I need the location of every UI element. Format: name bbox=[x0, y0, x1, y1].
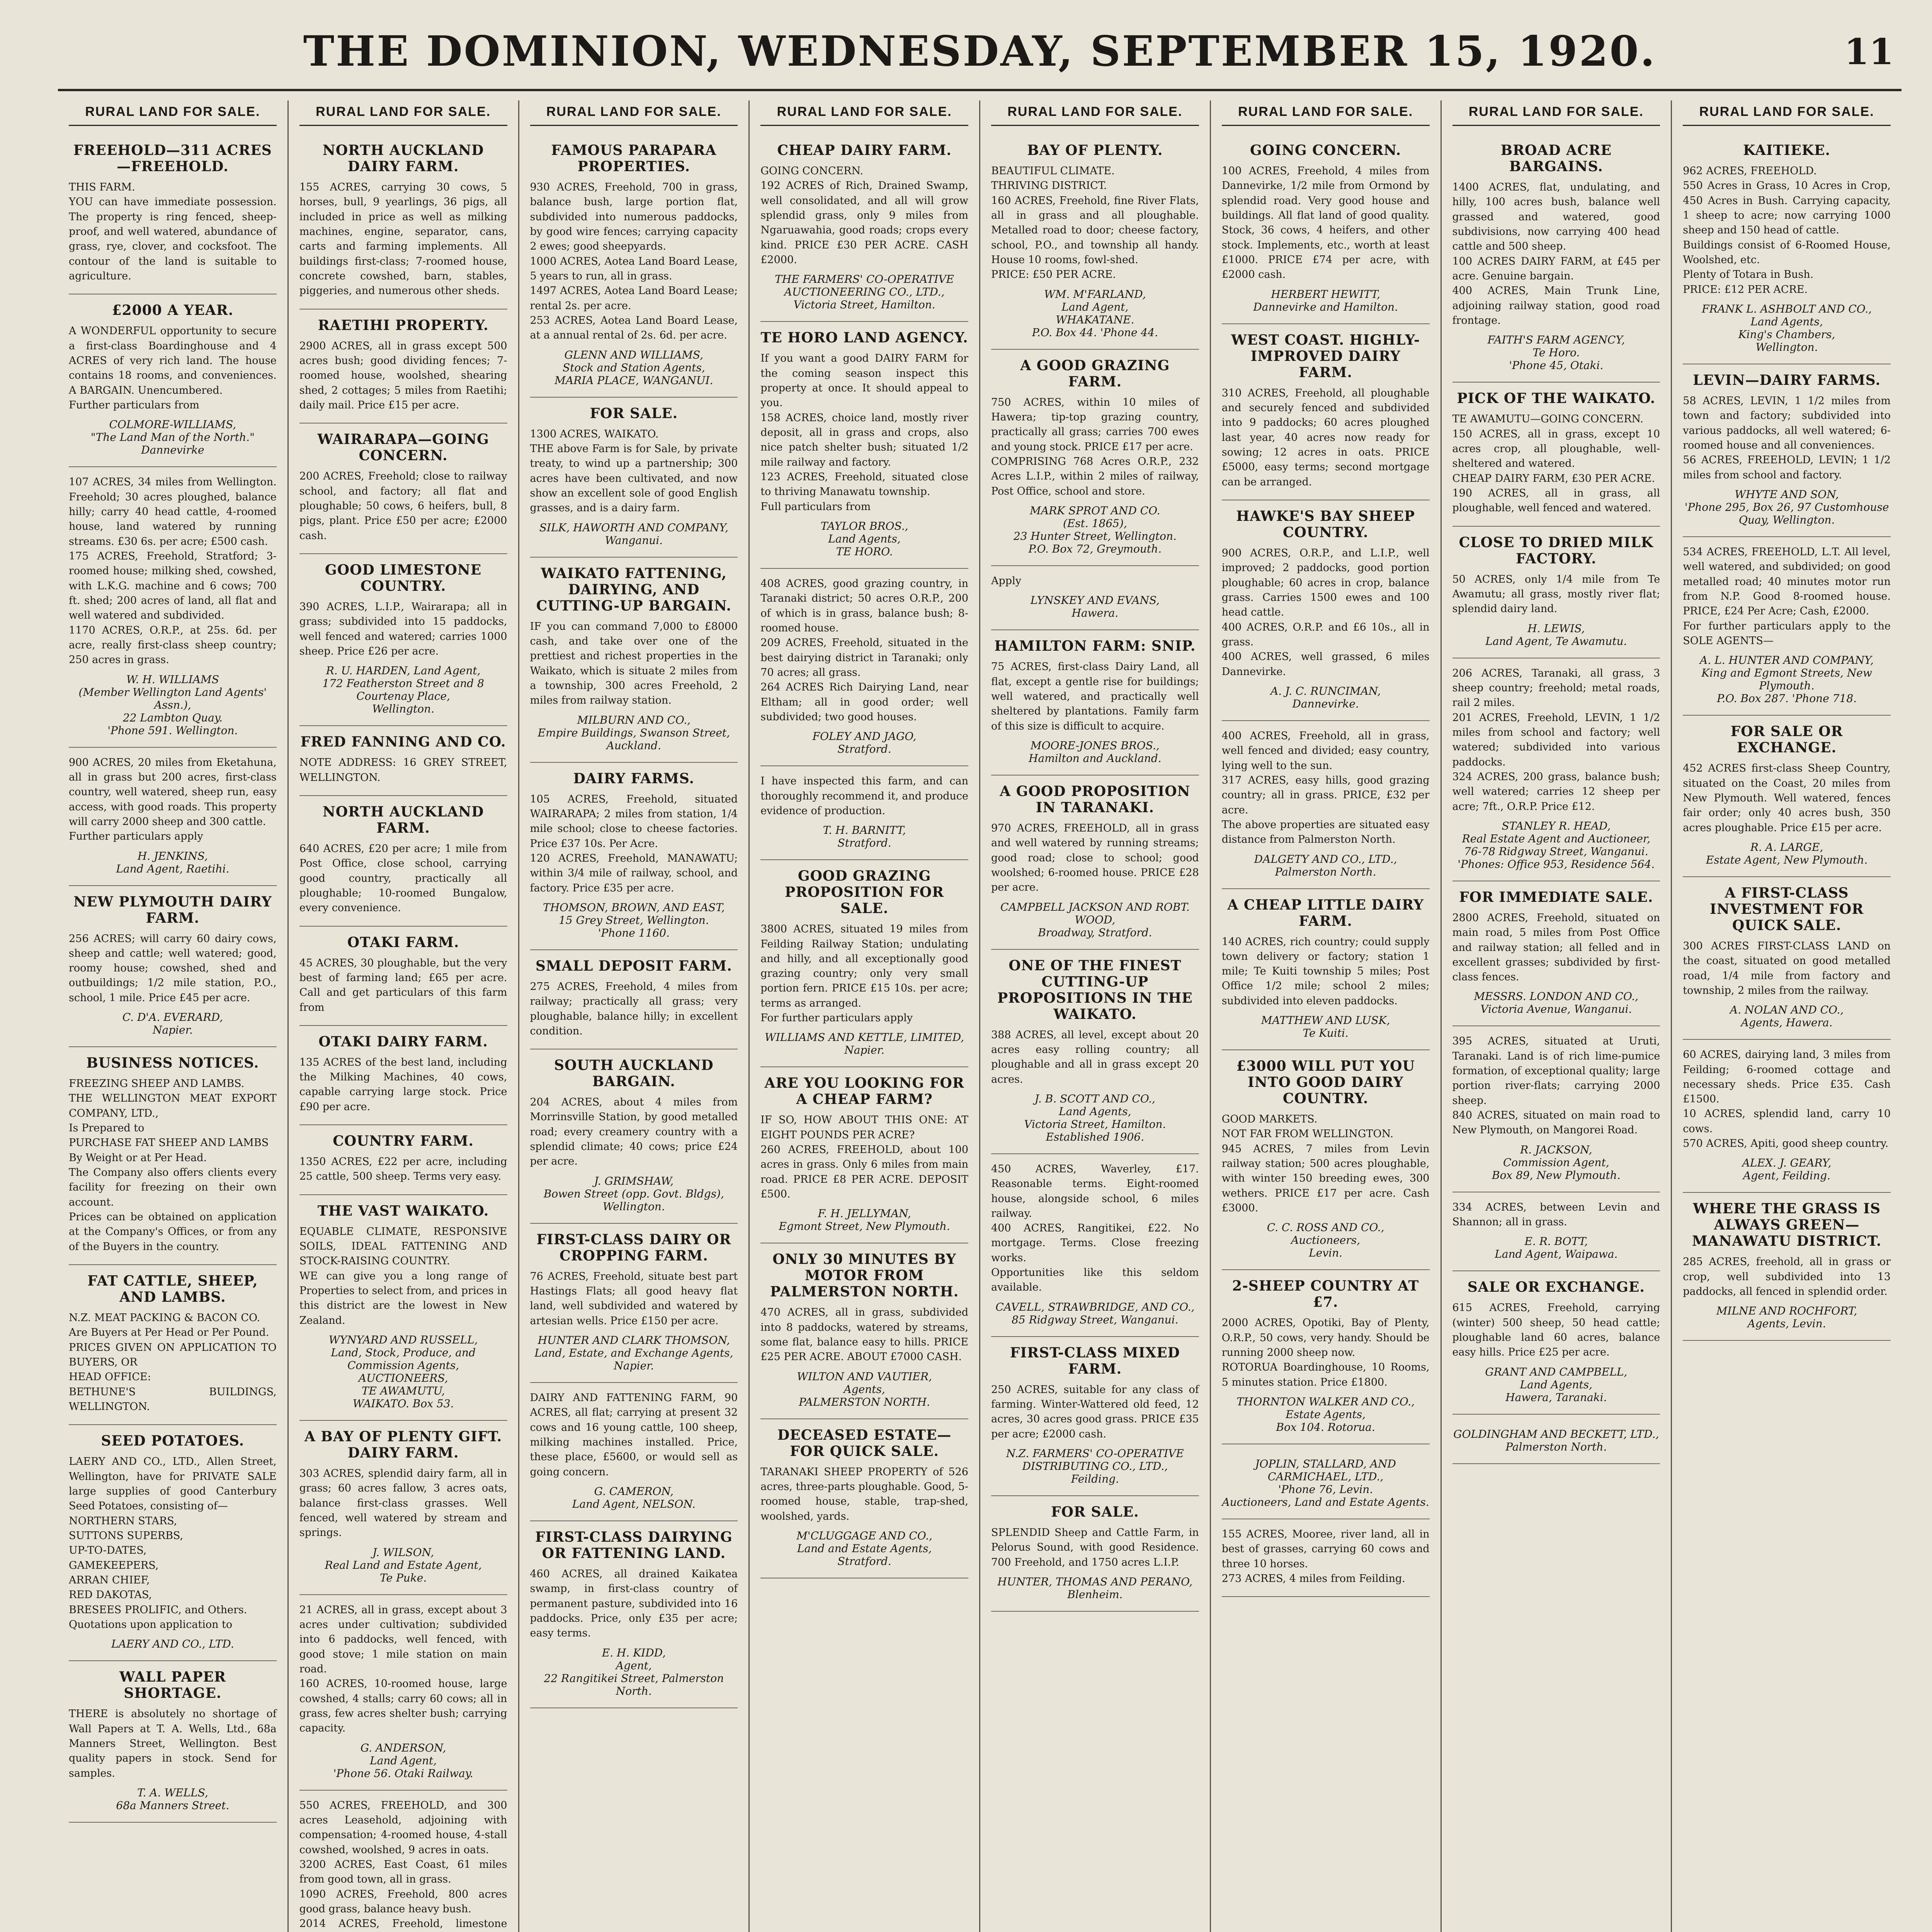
ad-title: OTAKI FARM. bbox=[347, 934, 459, 951]
classified-ad bbox=[1452, 383, 1660, 526]
ad-agent-signature: A. J. C. RUNCIMAN, Dannevirke. bbox=[1270, 684, 1381, 710]
ad-agent-signature: N.Z. FARMERS' CO-OPERATIVE DISTRIBUTING CO., LTD., Feilding. bbox=[1006, 1447, 1184, 1486]
masthead bbox=[58, 15, 1901, 91]
classified-ad bbox=[1452, 1192, 1660, 1272]
column-7 bbox=[1442, 100, 1672, 1932]
ad-body: 1300 ACRES, WAIKATO. THE above Farm is for Sale, by private treaty, to wind up a partnership; 300 acres have been cultivated, and now show an excellent sole of good English grasses, and is a dairy farm. bbox=[530, 428, 738, 514]
ad-agent-signature: C. D'A. EVERARD, Napier. bbox=[122, 1011, 223, 1037]
classified-ad bbox=[299, 927, 507, 1026]
ad-body: 334 ACRES, between Levin and Shannon; all in grass. bbox=[1452, 1201, 1660, 1228]
column-5 bbox=[980, 100, 1211, 1932]
ad-body: 615 ACRES, Freehold, carrying (winter) 500 sheep, 50 head cattle; ploughable land 60 acres, balance easy hills. Price £25 per acre. bbox=[1452, 1302, 1660, 1359]
classified-ad bbox=[299, 134, 507, 310]
ad-agent-signature: MILBURN AND CO., Empire Buildings, Swanson Street, Auckland. bbox=[537, 713, 730, 752]
classified-ad bbox=[1452, 134, 1660, 383]
classified-ad bbox=[530, 1383, 738, 1521]
ad-body: 300 ACRES FIRST-CLASS LAND on the coast, situated on good metalled road, 1/4 mile from factory and township, 2 miles from the railway. bbox=[1683, 940, 1891, 997]
classified-ad bbox=[1222, 889, 1430, 1051]
column-4 bbox=[750, 100, 980, 1932]
classified-ad bbox=[69, 1265, 277, 1425]
column-8 bbox=[1672, 100, 1901, 1932]
classified-ad bbox=[760, 322, 968, 569]
classified-ad bbox=[991, 1337, 1199, 1496]
ad-title: GOOD GRAZING PROPOSITION FOR SALE. bbox=[785, 868, 944, 917]
classified-ad bbox=[530, 950, 738, 1049]
ad-title: A BAY OF PLENTY GIFT. DAIRY FARM. bbox=[304, 1429, 502, 1461]
classified-ad bbox=[530, 1049, 738, 1224]
ad-body: 155 ACRES, carrying 30 cows, 5 horses, bull, 9 yearlings, 36 pigs, all included in price as well as milking machines, engine, separator, cans, carts and farming implements. All buildings first-class; 7-roomed house, concrete cowshed, barn, stables, piggeries, and numerous other sheds. bbox=[299, 181, 507, 297]
classified-ad bbox=[299, 1026, 507, 1125]
ad-title: WEST COAST. HIGHLY-IMPROVED DAIRY FARM. bbox=[1231, 332, 1420, 381]
ad-body: 76 ACRES, Freehold, situate best part Hastings Flats; all good heavy flat land, well subdivided and watered by artesian wells. Price £150 per acre. bbox=[530, 1270, 738, 1327]
classified-ad bbox=[299, 1595, 507, 1791]
ad-agent-signature: H. LEWIS, Land Agent, Te Awamutu. bbox=[1485, 622, 1627, 648]
ad-agent-signature: MARK SPROT AND CO. (Est. 1865), 23 Hunter Street, Wellington. P.O. Box 72, Greymouth. bbox=[1013, 504, 1177, 555]
ad-title: SOUTH AUCKLAND BARGAIN. bbox=[554, 1057, 714, 1090]
classified-ad bbox=[69, 748, 277, 886]
ad-body: 140 ACRES, rich country; could supply town delivery or factory; station 1 mile; Te Kuiti township 5 miles; Post Office 1/2 mile; school 2 miles; subdivided into eleven paddocks. bbox=[1221, 935, 1430, 1007]
ad-title: RAETIHI PROPERTY. bbox=[318, 317, 489, 333]
ad-agent-signature: CAMPBELL JACKSON AND ROBT. WOOD, Broadway, Stratford. bbox=[1000, 900, 1190, 939]
ad-agent-signature: R. JACKSON, Commission Agent, Box 89, New Plymouth. bbox=[1492, 1143, 1621, 1182]
ad-title: 2-SHEEP COUNTRY AT £7. bbox=[1232, 1278, 1419, 1311]
ad-body: 50 ACRES, only 1/4 mile from Te Awamutu; all grass, mostly river flat; splendid dairy land. bbox=[1452, 573, 1660, 615]
ad-title: KAITIEKE. bbox=[1743, 142, 1831, 158]
ad-body: N.Z. MEAT PACKING & BACON CO. Are Buyers at Per Head or Per Pound. PRICES GIVEN ON APPLICATION TO BUYERS, OR HEAD OFFICE: BETHUNE'S BUILDINGS, WELLINGTON. bbox=[69, 1312, 277, 1413]
ad-body: 2000 ACRES, Opotiki, Bay of Plenty, O.R.P., 50 cows, very handy. Should be running 2000 sheep now. ROTORUA Boardinghouse, 10 Rooms, 5 minutes station. Price £1800. bbox=[1221, 1317, 1430, 1388]
ad-title: WAIKATO FATTENING, DAIRYING, AND CUTTING-UP BARGAIN. bbox=[536, 565, 732, 614]
ad-body: 900 ACRES, 20 miles from Eketahuna, all in grass but 200 acres, first-class country, well watered, sheep run, easy access, with good roads. This property will carry 2000 sheep and 300 cattle. Further particulars apply bbox=[69, 756, 277, 843]
classified-ad bbox=[69, 467, 277, 747]
ad-title: ONLY 30 MINUTES BY MOTOR FROM PALMERSTON NORTH. bbox=[770, 1251, 959, 1300]
ad-title: THE VAST WAIKATO. bbox=[317, 1202, 489, 1219]
classified-ad bbox=[760, 1419, 968, 1578]
ad-agent-signature: H. JENKINS, Land Agent, Raetihi. bbox=[116, 849, 230, 875]
ad-body: 534 ACRES, FREEHOLD, L.T. All level, well watered, and subdivided; on good metalled road; 40 minutes motor run from N.P. Good 8-roomed house. PRICE, £24 Per Acre; Cash, £2000. For further particulars apply to the SOLE AGENTS— bbox=[1683, 546, 1891, 647]
classified-ad bbox=[760, 1243, 968, 1419]
classified-ad bbox=[69, 1425, 277, 1661]
ad-title: DECEASED ESTATE—FOR QUICK SALE. bbox=[777, 1427, 952, 1459]
ad-body: 303 ACRES, splendid dairy farm, all in grass; 60 acres fallow, 3 acres oats, balance first-class grasses. Well fenced, well watered by stream and springs. bbox=[299, 1468, 507, 1539]
classified-ad bbox=[1452, 527, 1660, 658]
ad-body: 962 ACRES, FREEHOLD. 550 Acres in Grass, 10 Acres in Crop, 450 Acres in Bush. Carrying capacity, 1 sheep to acre; now carrying 1000 sheep and 150 head of cattle. Buildings consist of 6-Roomed House, Woolshed, etc. Plenty of Totara in Bush. PRICE: £12 PER ACRE. bbox=[1683, 165, 1891, 296]
column-heading: RURAL LAND FOR SALE. bbox=[760, 100, 968, 126]
ad-body: DAIRY AND FATTENING FARM, 90 ACRES, all flat; carrying at present 32 cows and 16 young cattle, 100 sheep, milking machines installed. Price, these place, £5600, or would sell as going concern. bbox=[530, 1392, 738, 1478]
page-number: 11 bbox=[1844, 31, 1894, 73]
ad-agent-signature: WM. M'FARLAND, Land Agent, WHAKATANE. P.O. Box 44. 'Phone 44. bbox=[1032, 287, 1158, 339]
classified-ad bbox=[1452, 658, 1660, 881]
ad-body: 45 ACRES, 30 ploughable, but the very best of farming land; £65 per acre. Call and get particulars of this farm from bbox=[299, 957, 507, 1014]
ad-body: 275 ACRES, Freehold, 4 miles from railway; practically all grass; very ploughable, balance hilly; in excellent condition. bbox=[530, 980, 738, 1037]
ad-body: GOING CONCERN. 192 ACRES of Rich, Drained Swamp, well consolidated, and all will grow splendid grass, only 9 miles from Ngaruawahia, good roads; crops every kind. PRICE £30 PER ACRE. CASH £2000. bbox=[760, 165, 968, 266]
ad-title: £2000 A YEAR. bbox=[112, 302, 234, 319]
classified-ad bbox=[991, 630, 1199, 776]
ad-body: FREEZING SHEEP AND LAMBS. THE WELLINGTON MEAT EXPORT COMPANY, LTD., Is Prepared to PURCHASE FAT SHEEP AND LAMBS By Weight or at Per Head. The Company also offers clients every facility for freezing on their own account. Prices can be obtained on application at the Company's Offices, or from any of the Buyers in the country. bbox=[69, 1078, 277, 1253]
ad-agent-signature: WILTON AND VAUTIER, Agents, PALMERSTON NORTH. bbox=[797, 1370, 932, 1408]
ad-body: EQUABLE CLIMATE, RESPONSIVE SOILS, IDEAL FATTENING AND STOCK-RAISING COUNTRY. WE can give you a long range of Properties to select from, and prices in this district are the lowest in New Zealand. bbox=[299, 1225, 507, 1327]
classified-ad bbox=[991, 134, 1199, 350]
column-6 bbox=[1211, 100, 1442, 1932]
ad-agent-signature: J. B. SCOTT AND CO., Land Agents, Victoria Street, Hamilton. Established 1906. bbox=[1024, 1092, 1166, 1143]
ad-title: FAMOUS PARAPARA PROPERTIES. bbox=[551, 142, 717, 175]
ad-title: CHEAP DAIRY FARM. bbox=[777, 142, 952, 158]
ad-title: FIRST-CLASS MIXED FARM. bbox=[1010, 1344, 1180, 1377]
ad-agent-signature: HERBERT HEWITT, Dannevirke and Hamilton. bbox=[1253, 287, 1398, 313]
ad-agent-signature: G. ANDERSON, Land Agent, 'Phone 56. Otaki Railway. bbox=[333, 1741, 473, 1780]
classified-ad bbox=[1222, 1519, 1430, 1597]
ad-title: A FIRST-CLASS INVESTMENT FOR QUICK SALE. bbox=[1709, 884, 1864, 934]
ad-title: GOOD LIMESTONE COUNTRY. bbox=[325, 561, 482, 594]
classified-ad bbox=[991, 950, 1199, 1154]
ad-body: 285 ACRES, freehold, all in grass or crop, well subdivided into 13 paddocks, all fenced in splendid order. bbox=[1683, 1256, 1891, 1298]
ad-title: ARE YOU LOOKING FOR A CHEAP FARM? bbox=[764, 1075, 964, 1108]
ad-title: DAIRY FARMS. bbox=[573, 770, 695, 787]
ad-body: 3800 ACRES, situated 19 miles from Feilding Railway Station; undulating and hilly, and all exceptionally good grazing country; only very small portion fern. PRICE £15 10s. per acre; terms as arranged. For further particulars apply bbox=[760, 923, 968, 1024]
ad-title: FREEHOLD—311 ACRES—FREEHOLD. bbox=[73, 142, 272, 175]
ad-body: 256 ACRES; will carry 60 dairy cows, sheep and cattle; well watered; good, roomy house; cowshed, shed and outbuildings; 1/2 mile station, P.O., school, 1 mile. Price £45 per acre. bbox=[69, 932, 277, 1004]
ad-agent-signature: MESSRS. LONDON AND CO., Victoria Avenue, Wanganui. bbox=[1474, 990, 1639, 1016]
classified-ad bbox=[1222, 1444, 1430, 1519]
column-2 bbox=[289, 100, 519, 1932]
ad-body: 2800 ACRES, Freehold, situated on main road, 5 miles from Post Office and railway station; all felled and in excellent grasses; subdivided by first-class fences. bbox=[1452, 912, 1660, 983]
ad-title: FAT CATTLE, SHEEP, AND LAMBS. bbox=[87, 1273, 258, 1306]
ad-title: WAIRARAPA—GOING CONCERN. bbox=[317, 431, 489, 464]
ad-title: OTAKI DAIRY FARM. bbox=[318, 1033, 488, 1050]
ad-title: FIRST-CLASS DAIRY OR CROPPING FARM. bbox=[536, 1231, 731, 1264]
classified-ad bbox=[760, 860, 968, 1067]
ad-body: 1400 ACRES, flat, undulating, and hilly, 100 acres bush, balance well grassed and watered, good subdivisions, now carrying 400 head cattle and 500 sheep. 100 ACRES DAIRY FARM, at £45 per acre. Genuine bargain. 400 ACRES, Main Trunk Line, adjoining railway station, good road frontage. bbox=[1452, 181, 1660, 327]
ad-body: I have inspected this farm, and can thoroughly recommend it, and produce evidence of production. bbox=[760, 775, 968, 817]
ad-title: FOR SALE. bbox=[1051, 1504, 1139, 1520]
classified-ad bbox=[991, 1496, 1199, 1612]
ad-agent-signature: MATTHEW AND LUSK, Te Kuiti. bbox=[1261, 1014, 1390, 1040]
classified-ad bbox=[299, 1125, 507, 1195]
ad-body: 250 ACRES, suitable for any class of farming. Winter-Wattered old feed, 12 acres, 30 acres good grass. PRICE £35 per acre; £2000 cash. bbox=[991, 1383, 1199, 1440]
classified-ad bbox=[530, 398, 738, 558]
ad-agent-signature: T. H. BARNITT, Stratford. bbox=[823, 824, 906, 850]
ad-agent-signature: GRANT AND CAMPBELL, Land Agents, Hawera, Taranaki. bbox=[1485, 1365, 1628, 1404]
ad-agent-signature: CAVELL, STRAWBRIDGE, AND CO., 85 Ridgway Street, Wanganui. bbox=[995, 1300, 1195, 1326]
classified-ad bbox=[299, 796, 507, 927]
classified-ad bbox=[299, 554, 507, 726]
ad-agent-signature: A. L. HUNTER AND COMPANY, King and Egmont Streets, New Plymouth. P.O. Box 287. 'Phone 718. bbox=[1700, 654, 1874, 705]
ad-title: LEVIN—DAIRY FARMS. bbox=[1693, 372, 1881, 388]
classified-ad bbox=[1683, 364, 1891, 537]
classified-ad bbox=[530, 763, 738, 950]
column-heading: RURAL LAND FOR SALE. bbox=[299, 100, 507, 126]
ad-body: 395 ACRES, situated at Uruti, Taranaki. Land is of rich lime-pumice formation, of exceptional quality; large portion river-flats; carrying 2000 sheep. 840 ACRES, situated on main road to New Plymouth, on Mangorei Road. bbox=[1452, 1035, 1660, 1136]
ad-agent-signature: E. H. KIDD, Agent, 22 Rangitikei Street, Palmerston North. bbox=[544, 1646, 724, 1697]
ad-agent-signature: R. U. HARDEN, Land Agent, 172 Featherston Street and 8 Courtenay Place, Wellington. bbox=[322, 664, 484, 716]
ad-title: A CHEAP LITTLE DAIRY FARM. bbox=[1227, 896, 1424, 929]
ad-agent-signature: DALGETY AND CO., LTD., Palmerston North. bbox=[1254, 852, 1397, 878]
ad-title: SALE OR EXCHANGE. bbox=[1467, 1279, 1645, 1296]
ad-body: TARANAKI SHEEP PROPERTY of 526 acres, three-parts ploughable. Good, 5-roomed house, stable, trap-shed, woolshed, yards. bbox=[760, 1466, 968, 1522]
classified-ad bbox=[299, 1195, 507, 1421]
classified-ad bbox=[69, 886, 277, 1048]
ad-body: 452 ACRES first-class Sheep Country, situated on the Coast, 20 miles from New Plymouth. Well watered, fences fair order; only 40 acres bush, 350 acres ploughable. Price £15 per acre. bbox=[1683, 762, 1891, 834]
ad-agent-signature: LYNSKEY AND EVANS, Hawera. bbox=[1030, 594, 1160, 620]
classified-ad bbox=[1452, 1271, 1660, 1414]
ad-agent-signature: HUNTER AND CLARK THOMSON, Land, Estate, and Exchange Agents, Napier. bbox=[534, 1334, 733, 1372]
ad-agent-signature: HUNTER, THOMAS AND PERANO, Blenheim. bbox=[997, 1575, 1193, 1601]
ad-agent-signature: T. A. WELLS, 68a Manners Street. bbox=[116, 1786, 230, 1812]
column-heading: RURAL LAND FOR SALE. bbox=[69, 100, 277, 126]
column-heading: RURAL LAND FOR SALE. bbox=[1683, 100, 1891, 126]
classified-ad bbox=[1683, 716, 1891, 877]
ad-body: 155 ACRES, Mooree, river land, all in best of grasses, carrying 60 cows and three 10 horses. 273 ACRES, 4 miles from Feilding. bbox=[1221, 1528, 1430, 1585]
classified-ad bbox=[1452, 1026, 1660, 1192]
column-3 bbox=[519, 100, 750, 1932]
classified-ad bbox=[1683, 1040, 1891, 1193]
ad-body: 460 ACRES, all drained Kaikatea swamp, in first-class country of permanent pasture, subdivided into 16 paddocks. Price, only £35 per acre; easy terms. bbox=[530, 1568, 738, 1639]
ad-body: 970 ACRES, FREEHOLD, all in grass and well watered by running streams; good road; close to school; good woolshed; 6-roomed house. PRICE £28 per acre. bbox=[991, 822, 1199, 894]
classified-ad bbox=[1222, 500, 1430, 721]
ad-body: 1350 ACRES, £22 per acre, including 25 cattle, 500 sheep. Terms very easy. bbox=[299, 1156, 507, 1183]
ad-body: TE AWAMUTU—GOING CONCERN. 150 ACRES, all in grass, except 10 acres crop, all ploughable, well-sheltered and watered. CHEAP DAIRY FARM, £30 PER ACRE. 190 ACRES, all in grass, all ploughable, well fenced and watered. bbox=[1452, 413, 1660, 514]
ad-body: THERE is absolutely no shortage of Wall Papers at T. A. Wells, Ltd., 68a Manners Street, Wellington. Best quality papers in stock. Send for samples. bbox=[69, 1708, 277, 1779]
column-heading: RURAL LAND FOR SALE. bbox=[1452, 100, 1660, 126]
ad-title: TE HORO LAND AGENCY. bbox=[760, 330, 968, 346]
ad-agent-signature: THE FARMERS' CO-OPERATIVE AUCTIONEERING CO., LTD., Victoria Street, Hamilton. bbox=[775, 273, 954, 311]
ad-agent-signature: THORNTON WALKER AND CO., Estate Agents, Box 104. Rotorua. bbox=[1236, 1395, 1415, 1434]
page-title: THE DOMINION, WEDNESDAY, SEPTEMBER 15, 1920. bbox=[303, 27, 1656, 76]
classified-ad bbox=[760, 569, 968, 766]
ad-agent-signature: ALEX. J. GEARY, Agent, Feilding. bbox=[1742, 1156, 1832, 1182]
ad-body: 750 ACRES, within 10 miles of Hawera; tip-top grazing country, practically all grass; carries 700 ewes and young stock. PRICE £17 per acre. COMPRISING 768 Acres O.R.P., 232 Acres L.I.P., within 2 miles of railway, Post Office, school and store. bbox=[991, 396, 1199, 497]
ad-body: 58 ACRES, LEVIN, 1 1/2 miles from town and factory; subdivided into various paddocks, all well watered; 6-roomed house and all conveniences. 56 ACRES, FREEHOLD, LEVIN; 1 1/2 miles from school and factory. bbox=[1683, 395, 1891, 481]
columns bbox=[58, 100, 1901, 1932]
ad-body: 206 ACRES, Taranaki, all grass, 3 sheep country; freehold; metal roads, rail 2 miles. 201 ACRES, Freehold, LEVIN, 1 1/2 miles from school and factory; well watered; subdivided into various paddocks. 324 ACRES, 200 grass, balance bush; well watered; carries 12 sheep per acre; 7ft., O.R.P. Price £12. bbox=[1452, 667, 1660, 813]
ad-body: BEAUTIFUL CLIMATE. THRIVING DISTRICT. 160 ACRES, Freehold, fine River Flats, all in grass and all ploughable. Metalled road to door; cheese factory, school, P.O., and township all handy. House 10 rooms, fowl-shed. PRICE: £50 PER ACRE. bbox=[991, 165, 1199, 281]
ad-title: SMALL DEPOSIT FARM. bbox=[535, 957, 732, 974]
ad-body: SPLENDID Sheep and Cattle Farm, in Pelorus Sound, with good Residence. 700 Freehold, and 1750 acres L.I.P. bbox=[991, 1527, 1199, 1568]
ad-agent-signature: J. GRIMSHAW, Bowen Street (opp. Govt. Bldgs), Wellington. bbox=[543, 1174, 724, 1213]
classified-ad bbox=[1683, 1193, 1891, 1341]
ad-body: 100 ACRES, Freehold, 4 miles from Dannevirke, 1/2 mile from Ormond by splendid road. Very good house and buildings. All flat land of good quality. Stock, 36 cows, 4 heifers, and other stock. Implements, etc., worth at least £1000. PRICE £74 per acre, with £2000 cash. bbox=[1221, 165, 1430, 281]
classified-ad bbox=[299, 726, 507, 796]
ad-body: 135 ACRES of the best land, including the Milking Machines, 40 cows, capable carrying large stock. Price £90 per acre. bbox=[299, 1056, 507, 1113]
classified-ad bbox=[1452, 1415, 1660, 1464]
ad-agent-signature: MOORE-JONES BROS., Hamilton and Auckland. bbox=[1029, 739, 1162, 765]
classified-ad bbox=[1222, 1050, 1430, 1270]
ad-body: If you want a good DAIRY FARM for the coming season inspect this property at once. It should appeal to you. 158 ACRES, choice land, mostly river deposit, all in grass and crops, also nice patch shelter bush; situated 1/2 mile railway and factory. 123 ACRES, Freehold, situated close to thriving Manawatu township. Full particulars from bbox=[760, 352, 968, 513]
ad-agent-signature: W. H. WILLIAMS (Member Wellington Land Agents' Assn.), 22 Lambton Quay. 'Phone 591. Wellington. bbox=[78, 673, 267, 737]
ad-agent-signature: M'CLUGGAGE AND CO., Land and Estate Agents, Stratford. bbox=[796, 1529, 932, 1568]
ad-title: A GOOD GRAZING FARM. bbox=[1020, 357, 1170, 390]
ad-body: A WONDERFUL opportunity to secure a first-class Boardinghouse and 4 ACRES of very rich land. The house contains 18 rooms, and conveniences. A BARGAIN. Unencumbered. Further particulars from bbox=[69, 325, 277, 411]
classified-ad bbox=[991, 776, 1199, 950]
ad-agent-signature: LAERY AND CO., LTD. bbox=[111, 1638, 234, 1651]
classified-ad bbox=[69, 1661, 277, 1823]
classified-ad bbox=[1683, 537, 1891, 716]
ad-agent-signature: SILK, HAWORTH AND COMPANY, Wanganui. bbox=[539, 521, 728, 547]
ad-title: WHERE THE GRASS IS ALWAYS GREEN—MANAWATU DISTRICT. bbox=[1692, 1201, 1882, 1250]
ad-body: 390 ACRES, L.I.P., Wairarapa; all in grass; subdivided into 15 paddocks, well fenced and watered; carries 1000 sheep. Price £26 per acre. bbox=[299, 600, 507, 657]
ad-agent-signature: GOLDINGHAM AND BECKETT, LTD., Palmerston North. bbox=[1453, 1427, 1659, 1453]
ad-title: BAY OF PLENTY. bbox=[1027, 142, 1163, 158]
ad-body: 200 ACRES, Freehold; close to railway school, and factory; all flat and ploughable; 50 cows, 6 heifers, bull, 8 pigs, plant. Price £50 per acre; £2000 cash. bbox=[299, 470, 507, 542]
ad-agent-signature: FOLEY AND JAGO, Stratford. bbox=[812, 730, 917, 756]
column-heading: RURAL LAND FOR SALE. bbox=[991, 100, 1199, 126]
ad-title: £3000 WILL PUT YOU INTO GOOD DAIRY COUNTRY. bbox=[1236, 1058, 1415, 1107]
classified-ad bbox=[299, 1421, 507, 1595]
classified-ad bbox=[530, 1224, 738, 1383]
ad-agent-signature: WHYTE AND SON, 'Phone 295, Box 26, 97 Customhouse Quay, Wellington. bbox=[1684, 488, 1889, 526]
ad-agent-signature: COLMORE-WILLIAMS, "The Land Man of the North." Dannevirke bbox=[90, 418, 255, 457]
classified-ad bbox=[299, 1791, 507, 1932]
ad-title: BROAD ACRE BARGAINS. bbox=[1500, 142, 1612, 175]
ad-title: GOING CONCERN. bbox=[1250, 142, 1401, 158]
classified-ad bbox=[1452, 881, 1660, 1027]
ad-body: 310 ACRES, Freehold, all ploughable and securely fenced and subdivided into 9 paddocks; 60 acres ploughed last year, 40 acres now ready for sowing; 12 acres in oats. PRICE £5000, easy terms; second mortgage can be arranged. bbox=[1221, 387, 1430, 488]
ad-title: FIRST-CLASS DAIRYING OR FATTENING LAND. bbox=[535, 1529, 733, 1562]
classified-ad bbox=[991, 350, 1199, 566]
ad-agent-signature: E. R. BOTT, Land Agent, Waipawa. bbox=[1495, 1235, 1618, 1261]
ad-title: NORTH AUCKLAND DAIRY FARM. bbox=[322, 142, 484, 175]
ad-title: FOR SALE OR EXCHANGE. bbox=[1730, 723, 1843, 756]
ad-body: 470 ACRES, all in grass, subdivided into 8 paddocks, watered by streams, some flat, balance easy to hills. PRICE £25 PER ACRE. ABOUT £7000 CASH. bbox=[760, 1306, 968, 1363]
ad-body: 640 ACRES, £20 per acre; 1 mile from Post Office, close school, carrying good country, practically all ploughable; 10-roomed Bungalow, every convenience. bbox=[299, 842, 507, 914]
ad-body: 107 ACRES, 34 miles from Wellington. Freehold; 30 acres ploughed, balance hilly; carry 40 head cattle, 4-roomed house, land watered by running streams. £30 6s. per acre; £500 cash. 175 ACRES, Freehold, Stratford; 3-roomed house; milking shed, cowshed, with L.K.G. machine and 6 cows; 700 ft. shed; 200 acres of land, all flat and well watered and subdivided. 1170 ACRES, O.R.P., at 25s. 6d. per acre, really first-class sheep country; 250 acres in grass. bbox=[69, 476, 277, 666]
ad-agent-signature: TAYLOR BROS., Land Agents, TE HORO. bbox=[820, 519, 908, 558]
ad-agent-signature: R. A. LARGE, Estate Agent, New Plymouth. bbox=[1706, 840, 1868, 866]
ad-body: 204 ACRES, about 4 miles from Morrinsville Station, by good metalled road; every creamery country with a splendid climate; 40 cows; price £24 per acre. bbox=[530, 1096, 738, 1168]
classified-ad bbox=[1222, 134, 1430, 324]
ad-body: THIS FARM. YOU can have immediate possession. The property is ring fenced, sheep-proof, and well watered, abundance of grass, rye, clover, and cocksfoot. The contour of the land is suitable to agriculture. bbox=[69, 181, 277, 282]
ad-body: 21 ACRES, all in grass, except about 3 acres under cultivation; subdivided into 6 paddocks, well fenced, with good stove; 1 mile station on main road. 160 ACRES, 10-roomed house, large cowshed, 4 stalls; carry 60 cows; all in grass, few acres shelter bush; carrying capacity. bbox=[299, 1604, 507, 1735]
classified-ad bbox=[991, 1154, 1199, 1337]
ad-body: 900 ACRES, O.R.P., and L.I.P., well improved; 2 paddocks, good portion ploughable; 60 acres in crop, balance grass. Carries 1500 ewes and 100 head cattle. 400 ACRES, O.R.P. and £6 10s., all in grass. 400 ACRES, well grassed, 6 miles Dannevirke. bbox=[1221, 547, 1430, 678]
classified-ad bbox=[1683, 134, 1891, 364]
ad-body: IF SO, HOW ABOUT THIS ONE: AT EIGHT POUNDS PER ACRE? 260 ACRES, FREEHOLD, about 100 acres in grass. Only 6 miles from main road. PRICE £8 PER ACRE. DEPOSIT £500. bbox=[760, 1114, 968, 1201]
ad-body: IF you can command 7,000 to £8000 cash, and take over one of the prettiest and richest properties in the Waikato, which is situate 2 miles from a township, 300 acres Freehold, 2 miles from railway station. bbox=[530, 620, 738, 707]
classified-ad bbox=[1222, 1270, 1430, 1444]
classified-ad bbox=[1683, 877, 1891, 1040]
classified-ad bbox=[991, 566, 1199, 630]
classified-ad bbox=[69, 134, 277, 294]
column-1 bbox=[58, 100, 289, 1932]
ad-title: NORTH AUCKLAND FARM. bbox=[322, 803, 484, 836]
ad-title: FOR SALE. bbox=[590, 405, 678, 422]
ad-body: 388 ACRES, all level, except about 20 acres easy rolling country; all ploughable and all in grass except 20 acres. bbox=[991, 1029, 1199, 1085]
classified-ad bbox=[760, 1067, 968, 1243]
classified-ad bbox=[530, 1521, 738, 1708]
ad-title: A GOOD PROPOSITION IN TARANAKI. bbox=[1000, 783, 1190, 816]
ad-agent-signature: FRANK L. ASHBOLT AND CO., Land Agents, King's Chambers, Wellington. bbox=[1702, 302, 1872, 354]
ad-agent-signature: G. CAMERON, Land Agent, NELSON. bbox=[572, 1485, 696, 1511]
classified-ad bbox=[299, 423, 507, 554]
ad-body: LAERY AND CO., LTD., Allen Street, Wellington, have for PRIVATE SALE large supplies of good Canterbury Seed Potatoes, consisting of— NORTHERN STARS, SUTTONS SUPERBS, UP-TO-DATES, GAMEKEEPERS, ARRAN CHIEF, RED DAKOTAS, BRESEES PROLIFIC, and Others. Quotations upon application to bbox=[69, 1456, 277, 1631]
ad-body: 450 ACRES, Waverley, £17. Reasonable terms. Eight-roomed house, alongside school, 6 miles railway. 400 ACRES, Rangitikei, £22. No mortgage. Terms. Close freezing works. Opportunities like this seldom available. bbox=[991, 1163, 1199, 1294]
ad-body: GOOD MARKETS. NOT FAR FROM WELLINGTON. 945 ACRES, 7 miles from Levin railway station; 500 acres ploughable, with winter 150 breeding ewes, 300 wethers. PRICE £17 per acre. Cash £3000. bbox=[1221, 1113, 1430, 1214]
ad-title: WALL PAPER SHORTAGE. bbox=[119, 1669, 226, 1702]
ad-agent-signature: MILNE AND ROCHFORT, Agents, Levin. bbox=[1716, 1304, 1857, 1330]
classified-ad bbox=[1222, 324, 1430, 500]
ad-title: BUSINESS NOTICES. bbox=[86, 1055, 259, 1071]
classified-ad bbox=[299, 310, 507, 424]
classified-ad bbox=[530, 558, 738, 763]
ad-agent-signature: THOMSON, BROWN, AND EAST, 15 Grey Street, Wellington. 'Phone 1160. bbox=[543, 901, 725, 939]
column-heading: RURAL LAND FOR SALE. bbox=[1222, 100, 1430, 126]
ad-body: NOTE ADDRESS: 16 GREY STREET, WELLINGTON. bbox=[299, 757, 507, 784]
ad-title: ONE OF THE FINEST CUTTING-UP PROPOSITIONS IN THE WAIKATO. bbox=[997, 957, 1193, 1022]
classified-ad bbox=[1222, 721, 1430, 889]
ad-body: 60 ACRES, dairying land, 3 miles from Feilding; 6-roomed cottage and necessary sheds. Price £35. Cash £1500. 10 ACRES, splendid land, carry 10 cows. 570 ACRES, Apiti, good sheep country. bbox=[1683, 1049, 1891, 1150]
ad-agent-signature: A. NOLAN AND CO., Agents, Hawera. bbox=[1730, 1003, 1844, 1029]
ad-agent-signature: GLENN AND WILLIAMS, Stock and Station Agents, MARIA PLACE, WANGANUI. bbox=[554, 348, 713, 387]
ad-title: PICK OF THE WAIKATO. bbox=[1457, 390, 1656, 407]
ad-body: 930 ACRES, Freehold, 700 in grass, balance bush, large portion flat, subdivided into numerous paddocks, by good wire fences; carrying capacity 2 ewes; good sheepyards. 1000 ACRES, Aotea Land Board Lease, 5 years to run, all in grass. 1497 ACRES, Aotea Land Board Lease; rental 2s. per acre. 253 ACRES, Aotea Land Board Lease, at a annual rental of 2s. 6d. per acre. bbox=[530, 181, 738, 342]
ad-title: COUNTRY FARM. bbox=[333, 1133, 474, 1150]
classified-ad bbox=[760, 134, 968, 322]
ad-body: Apply bbox=[991, 575, 1021, 587]
column-heading: RURAL LAND FOR SALE. bbox=[530, 100, 738, 126]
ad-body: 2900 ACRES, all in grass except 500 acres bush; good dividing fences; 7-roomed house, woolshed, shearing shed, 2 cottages; 5 miles from Raetihi; daily mail. Price £15 per acre. bbox=[299, 340, 507, 411]
ad-agent-signature: STANLEY R. HEAD, Real Estate Agent and Auctioneer, 76-78 Ridgway Street, Wanganui. 'Phones: Office 953, Residence 564. bbox=[1458, 819, 1655, 871]
ad-title: FOR IMMEDIATE SALE. bbox=[1459, 889, 1653, 905]
ad-title: SEED POTATOES. bbox=[101, 1433, 245, 1449]
ad-agent-signature: J. WILSON, Real Land and Estate Agent, Te Puke. bbox=[325, 1546, 482, 1584]
ad-agent-signature: JOPLIN, STALLARD, AND CARMICHAEL, LTD., 'Phone 76, Levin. Auctioneers, Land and Estate Agents. bbox=[1222, 1458, 1429, 1509]
ad-body: 408 ACRES, good grazing country, in Taranaki district; 50 acres O.R.P., 200 of which is in grass, balance bush; 8-roomed house. 209 ACRES, Freehold, situated in the best dairying district in Taranaki; only 70 acres; all grass. 264 ACRES Rich Dairying Land, near Eltham; all in good order; well subdivided; two good houses. bbox=[760, 577, 968, 723]
ad-agent-signature: F. H. JELLYMAN, Egmont Street, New Plymouth. bbox=[779, 1207, 950, 1233]
ad-title: HAWKE'S BAY SHEEP COUNTRY. bbox=[1236, 508, 1415, 541]
classified-ad bbox=[760, 766, 968, 860]
ad-body: 550 ACRES, FREEHOLD, and 300 acres Leasehold, adjoining with compensation; 4-roomed house, 4-stall cowshed, woolshed, 9 acres in oats. 3200 ACRES, East Coast, 61 miles from good town, all in grass. 1090 ACRES, Freehold, 800 acres good grass, balance heavy bush. 2014 ACRES, Freehold, limestone bbox=[299, 1799, 507, 1930]
ad-title: HAMILTON FARM: SNIP. bbox=[994, 638, 1196, 655]
classified-ad bbox=[69, 294, 277, 467]
ad-agent-signature: FAITH'S FARM AGENCY, Te Horo. 'Phone 45, Otaki. bbox=[1487, 333, 1625, 372]
ad-title: NEW PLYMOUTH DAIRY FARM. bbox=[73, 893, 272, 926]
ad-title: CLOSE TO DRIED MILK FACTORY. bbox=[1459, 534, 1654, 567]
ad-agent-signature: WILLIAMS AND KETTLE, LIMITED, Napier. bbox=[765, 1031, 964, 1057]
ad-title: FRED FANNING AND CO. bbox=[300, 734, 506, 750]
ad-agent-signature: WYNYARD AND RUSSELL, Land, Stock, Produce, and Commission Agents, AUCTIONEERS, TE AWAMUTU, WAIKATO. Box 53. bbox=[328, 1333, 478, 1410]
classified-ad bbox=[530, 134, 738, 398]
ad-body: 75 ACRES, first-class Dairy Land, all flat, except a gentle rise for buildings; well watered, and practically well sheltered by plantations. Family farm of this size is difficult to acquire. bbox=[991, 661, 1199, 732]
ad-body: 105 ACRES, Freehold, situated WAIRARAPA; 2 miles from station, 1/4 mile school; close to cheese factories. Price £37 10s. Per Acre. 120 ACRES, Freehold, MANAWATU; within 3/4 mile of railway, school, and factory. Price £35 per acre. bbox=[530, 793, 738, 894]
ad-agent-signature: C. C. ROSS AND CO., Auctioneers, Levin. bbox=[1267, 1221, 1384, 1260]
ad-body: 400 ACRES, Freehold, all in grass, well fenced and divided; easy country, lying well to the sun. 317 ACRES, easy hills, good grazing country; all in grass. PRICE, £32 per acre. The above properties are situated easy distance from Palmerston North. bbox=[1221, 730, 1430, 846]
classified-ad bbox=[69, 1047, 277, 1265]
